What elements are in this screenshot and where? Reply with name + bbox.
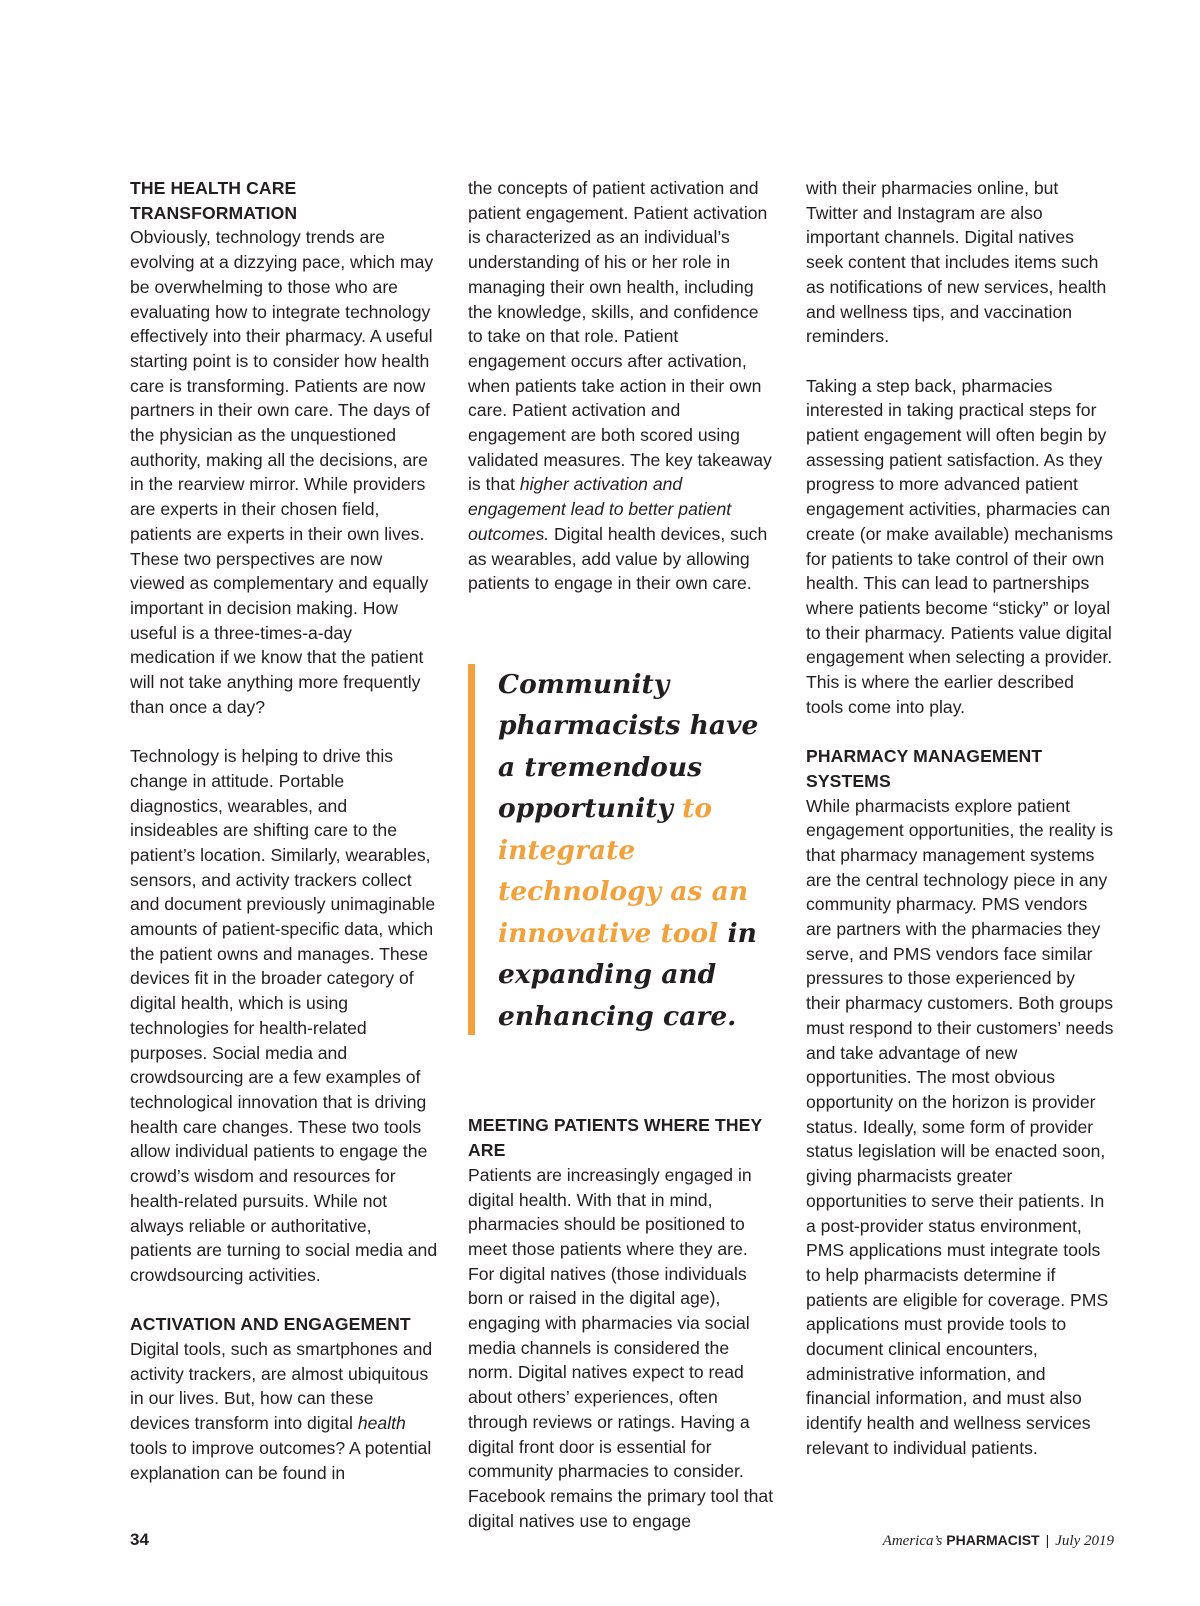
paragraph-meeting: Patients are increasingly engaged in digital health. With that in mind, pharmacies should be positioned to meet those patients where they are. For digital natives (those individuals born or raised in the digital age), engaging with pharmacies via social media channels is considered the norm. Digital natives expect to read about others’ experiences, often through reviews or ratings. Having a digital front door is essential for community pharmacies to consider. Facebook remains the primary tool that digital natives use to engage: [468, 1164, 774, 1531]
heading-health-care-transformation: THE HEALTH CARE TRANSFORMATION: [130, 178, 298, 223]
pull-quote-highlight: to integrate technology as an innovative tool: [498, 793, 749, 949]
paragraph-technology: Technology is helping to drive this change in attitude. Portable diagnostics, wearables, and insideables are shifting care to the patient’s location. Similarly, wearables, sensors, and activity trackers collect and document previously unimaginable amounts of patient-specific data, which the patient owns and manages. These devices fit in the broader category of digital health, which is using technologies for health-related purposes. Social media and crowdsourcing are a few examples of technological innovation that is driving health care changes. These two tools allow individual patients to engage the crowd’s wisdom and resources for health-related pursuits. While not always reliable or authoritative, patients are turning to social media and crowdsourcing activities.: [130, 746, 438, 1285]
magazine-footer: [883, 1532, 1114, 1550]
italic-run: higher activation and engagement lead to better patient outcomes.: [468, 474, 732, 544]
text-run: Digital health devices, such as wearables, add value by allowing patients to engage in their own care.: [468, 523, 768, 594]
text-run: Digital tools, such as smartphones and activity trackers, are almost ubiquitous in our lives. But, how can these devices transform into digital: [130, 1339, 433, 1434]
magazine-prefix: America’s: [882, 1533, 943, 1549]
column-2: [468, 176, 776, 1533]
pull-quote-part-1: Community pharmacists have a tremendous opportunity: [498, 668, 759, 825]
footer-separator: |: [1045, 1532, 1050, 1548]
heading-meeting-patients: MEETING PATIENTS WHERE THEY ARE: [468, 1115, 762, 1161]
paragraph-activation-continued: [468, 176, 776, 596]
text-run: the concepts of patient activation and patient engagement. Patient activation is characterized as an individual’s understanding of his or her role in managing their own health, including the knowledge, skills, and confidence to take on that role. Patient engagement occurs after activation, when patients take action in their own care. Patient activation and engagement are both scored using validated measures. The key takeaway is that: [468, 178, 772, 495]
paragraph-step-back: Taking a step back, pharmacies interested in taking practical steps for patient engagement will often begin by assessing patient satisfaction. As they progress to more advanced patient engagement activities, pharmacies can create (or make available) mechanisms for patients to take control of their own health. This can lead to partnerships where patients become “sticky” or loyal to their pharmacy. Patients value digital engagement when selecting a provider. This is where the earlier described tools come into play.: [806, 375, 1114, 717]
column-3: [806, 176, 1114, 1461]
pull-quote-bar: [468, 664, 475, 1036]
heading-activation-engagement: ACTIVATION AND ENGAGEMENT: [130, 1314, 411, 1335]
paragraph-pms: While pharmacists explore patient engagement opportunities, the reality is that pharmacy management systems are the central technology piece in any community pharmacy. PMS vendors are partners with the pharmacies they serve, and PMS vendors face similar pressures to those experienced by their pharmacy customers. Both groups must respond to their customers’ needs and take advantage of new opportunities. The most obvious opportunity on the horizon is provider status. Ideally, some form of provider status legislation will be enacted soon, giving pharmacists greater opportunities to serve their patients. In a post-provider status environment, PMS applications must integrate tools to help pharmacists determine if patients are eligible for coverage. PMS applications must provide tools to document clinical encounters, administrative information, and financial information, and must also identify health and wellness services relevant to individual patients.: [806, 795, 1114, 1458]
italic-run: health: [357, 1413, 406, 1434]
text-run: tools to improve outcomes? A potential explanation can be found in: [130, 1437, 432, 1483]
issue-date: July 2019: [1055, 1533, 1114, 1549]
column-1: [130, 176, 438, 1485]
heading-pharmacy-management-systems: PHARMACY MANAGEMENT SYSTEMS: [806, 746, 1043, 791]
pull-quote: [468, 660, 776, 1040]
paragraph-transformation: Obviously, technology trends are evolving at a dizzying pace, which may be overwhelming to those who are evaluating how to integrate technology effectively into their pharmacy. A useful starting point is to consider how health care is transforming. Patients are now partners in their own care. The days of the physician as the unquestioned authority, making all the decisions, are in the rearview mirror. While providers are experts in their chosen field, patients are experts in their own lives. These two perspectives are now viewed as complementary and equally important in decision making. How useful is a three-times-a-day medication if we know that the patient will not take anything more frequently than once a day?: [130, 227, 434, 717]
page-number: 34: [130, 1530, 149, 1549]
pull-quote-part-3: in expanding and enhancing care.: [498, 917, 757, 1032]
magazine-name: PHARMACIST: [946, 1532, 1040, 1548]
paragraph-activation: [130, 1337, 438, 1485]
paragraph-meeting-continued: with their pharmacies online, but Twitter and Instagram are also important channels. Digital natives seek content that includes items such as notifications of new services, health and wellness tips, and vaccination reminders.: [806, 178, 1107, 347]
